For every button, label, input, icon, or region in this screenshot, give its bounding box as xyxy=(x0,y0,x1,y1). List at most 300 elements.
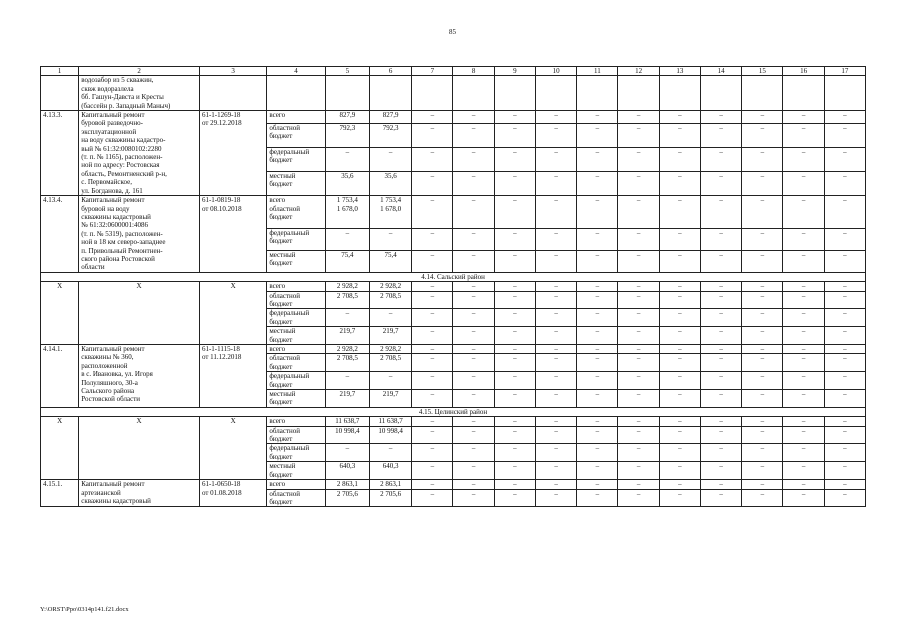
dash-cell: – xyxy=(659,462,700,480)
dash-cell: – xyxy=(535,444,576,462)
dash-cell: – xyxy=(824,111,865,124)
column-number: 13 xyxy=(659,67,700,76)
dash-cell: – xyxy=(824,354,865,372)
dash-cell: – xyxy=(494,354,535,372)
dash-cell: – xyxy=(412,196,453,228)
value-cell: – xyxy=(369,147,411,171)
dash-cell: – xyxy=(412,111,453,124)
dash-cell: – xyxy=(700,426,741,444)
value-cell: – xyxy=(325,228,369,250)
dash-cell: – xyxy=(742,196,783,228)
dash-cell: – xyxy=(494,123,535,147)
budget-table xyxy=(40,66,866,507)
dash-cell: – xyxy=(659,390,700,408)
dash-cell: – xyxy=(659,327,700,345)
table-row xyxy=(41,196,866,228)
value-cell: 827,9 xyxy=(325,111,369,124)
dash-cell: – xyxy=(494,327,535,345)
dash-cell: – xyxy=(700,123,741,147)
fund-source-cell: областной бюджет xyxy=(267,123,325,147)
code-cell xyxy=(41,76,79,111)
dash-cell: – xyxy=(742,147,783,171)
value-cell: 2 705,6 xyxy=(369,489,411,507)
dash-cell: – xyxy=(577,250,618,272)
dash-cell: – xyxy=(494,417,535,426)
empty-cell xyxy=(267,76,325,111)
dash-cell: – xyxy=(535,489,576,507)
dash-cell: – xyxy=(700,196,741,228)
dash-cell: – xyxy=(494,147,535,171)
table-row xyxy=(41,345,866,354)
dash-cell: – xyxy=(824,444,865,462)
dash-cell: – xyxy=(412,171,453,195)
dash-cell: – xyxy=(700,309,741,327)
dash-cell: – xyxy=(453,282,494,291)
object-cell: Капитальный ремонт артезианской скважины кадастровый xyxy=(79,480,200,507)
code-cell: 4.15.1. xyxy=(41,480,79,507)
empty-cell xyxy=(412,76,453,111)
fund-source-cell: местный бюджет xyxy=(267,250,325,272)
dash-cell: – xyxy=(453,345,494,354)
fund-source-cell: областной бюджет xyxy=(267,489,325,507)
dash-cell: – xyxy=(412,291,453,309)
dash-cell: – xyxy=(535,228,576,250)
code-cell: 4.14.1. xyxy=(41,345,79,408)
empty-cell xyxy=(618,76,659,111)
value-cell: 640,3 xyxy=(325,462,369,480)
dash-cell: – xyxy=(453,111,494,124)
column-number: 6 xyxy=(369,67,411,76)
dash-cell: – xyxy=(412,426,453,444)
dash-cell: – xyxy=(535,171,576,195)
page-number: 85 xyxy=(449,28,456,36)
dash-cell: – xyxy=(618,123,659,147)
dash-cell: – xyxy=(535,147,576,171)
dash-cell: – xyxy=(742,417,783,426)
dash-cell: – xyxy=(412,489,453,507)
value-cell: 1 753,4 1 678,0 xyxy=(325,196,369,228)
dash-cell: – xyxy=(824,345,865,354)
dash-cell: – xyxy=(659,111,700,124)
dash-cell: – xyxy=(535,345,576,354)
value-cell: 2 928,2 xyxy=(369,282,411,291)
dash-cell: – xyxy=(659,147,700,171)
value-cell: 75,4 xyxy=(369,250,411,272)
dash-cell: – xyxy=(618,250,659,272)
dash-cell: – xyxy=(535,309,576,327)
fund-source-cell: местный бюджет xyxy=(267,171,325,195)
dash-cell: – xyxy=(700,111,741,124)
column-number: 14 xyxy=(700,67,741,76)
dash-cell: – xyxy=(700,354,741,372)
value-cell: 35,6 xyxy=(325,171,369,195)
dash-cell: – xyxy=(700,372,741,390)
dash-cell: – xyxy=(783,372,824,390)
dash-cell: – xyxy=(783,390,824,408)
empty-cell xyxy=(783,76,824,111)
dash-cell: – xyxy=(742,489,783,507)
dash-cell: – xyxy=(535,111,576,124)
dash-cell: – xyxy=(577,123,618,147)
section-title-row xyxy=(41,407,866,416)
dash-cell: – xyxy=(577,462,618,480)
empty-cell xyxy=(535,76,576,111)
value-cell: 219,7 xyxy=(325,327,369,345)
column-number: 2 xyxy=(79,67,200,76)
empty-cell xyxy=(700,76,741,111)
dash-cell: – xyxy=(783,111,824,124)
section-title: 4.15. Целинский район xyxy=(41,407,866,416)
value-cell: 2 708,5 xyxy=(369,354,411,372)
dash-cell: – xyxy=(783,171,824,195)
column-number: 12 xyxy=(618,67,659,76)
dash-cell: – xyxy=(659,345,700,354)
dash-cell: – xyxy=(577,372,618,390)
dash-cell: – xyxy=(700,250,741,272)
dash-cell: – xyxy=(412,444,453,462)
dash-cell: – xyxy=(577,417,618,426)
fund-source-cell: федеральный бюджет xyxy=(267,444,325,462)
dash-cell: – xyxy=(700,327,741,345)
dash-cell: – xyxy=(494,111,535,124)
dash-cell: – xyxy=(659,228,700,250)
dash-cell: – xyxy=(494,309,535,327)
dash-cell: – xyxy=(824,462,865,480)
code-cell: 4.13.4. xyxy=(41,196,79,273)
dash-cell: – xyxy=(783,327,824,345)
dash-cell: – xyxy=(783,291,824,309)
empty-cell xyxy=(577,76,618,111)
code-cell: X xyxy=(41,417,79,480)
dash-cell: – xyxy=(824,147,865,171)
dash-cell: – xyxy=(577,327,618,345)
dash-cell: – xyxy=(824,228,865,250)
code-cell: X xyxy=(41,282,79,345)
dash-cell: – xyxy=(494,228,535,250)
value-cell: – xyxy=(369,444,411,462)
empty-cell xyxy=(325,76,369,111)
dash-cell: – xyxy=(742,354,783,372)
dash-cell: – xyxy=(742,480,783,489)
dash-cell: – xyxy=(412,147,453,171)
dash-cell: – xyxy=(453,291,494,309)
dash-cell: – xyxy=(494,345,535,354)
value-cell: 2 863,1 xyxy=(369,480,411,489)
object-cell: водозабор из 5 скважин, сквж водоразлела бб. Гашун-Давста и Кресты (бассейн р. Западный Маныч) xyxy=(79,76,200,111)
dash-cell: – xyxy=(742,250,783,272)
dash-cell: – xyxy=(700,228,741,250)
dash-cell: – xyxy=(618,282,659,291)
value-cell: 75,4 xyxy=(325,250,369,272)
dash-cell: – xyxy=(783,426,824,444)
dash-cell: – xyxy=(535,123,576,147)
dash-cell: – xyxy=(742,171,783,195)
empty-cell xyxy=(453,76,494,111)
dash-cell: – xyxy=(618,291,659,309)
dash-cell: – xyxy=(659,196,700,228)
code-cell: 4.13.3. xyxy=(41,111,79,196)
dash-cell: – xyxy=(577,111,618,124)
object-cell: Капитальный ремонт буровой разведочно- эксплуатационной на воду скважины кадастро- вый № 61:32:0080102:2280 (т. п. № 1165), расположен- ной по адресу: Ростовская область, Ремонтненский р-н, с. Первомайское, ул. Богданова, д. 161 xyxy=(79,111,200,196)
dash-cell: – xyxy=(535,250,576,272)
dash-cell: – xyxy=(494,250,535,272)
fund-source-cell: областной бюджет xyxy=(267,426,325,444)
fund-source-cell: всего xyxy=(267,417,325,426)
dash-cell: – xyxy=(577,444,618,462)
dash-cell: – xyxy=(700,489,741,507)
fund-source-cell: всего xyxy=(267,111,325,124)
dash-cell: – xyxy=(535,426,576,444)
dash-cell: – xyxy=(453,390,494,408)
column-number: 7 xyxy=(412,67,453,76)
dash-cell: – xyxy=(742,462,783,480)
continuation-row xyxy=(41,76,866,111)
dash-cell: – xyxy=(453,426,494,444)
value-cell: 2 928,2 xyxy=(325,282,369,291)
fund-source-cell: местный бюджет xyxy=(267,390,325,408)
dash-cell: – xyxy=(659,444,700,462)
dash-cell: – xyxy=(659,354,700,372)
dash-cell: – xyxy=(783,345,824,354)
dash-cell: – xyxy=(659,282,700,291)
dash-cell: – xyxy=(659,489,700,507)
empty-cell xyxy=(199,76,266,111)
dash-cell: – xyxy=(824,390,865,408)
dash-cell: – xyxy=(700,282,741,291)
dash-cell: – xyxy=(577,489,618,507)
object-cell: X xyxy=(79,282,200,345)
dash-cell: – xyxy=(494,282,535,291)
value-cell: 2 705,6 xyxy=(325,489,369,507)
dash-cell: – xyxy=(783,489,824,507)
dash-cell: – xyxy=(700,480,741,489)
dash-cell: – xyxy=(618,111,659,124)
empty-cell xyxy=(494,76,535,111)
dash-cell: – xyxy=(412,372,453,390)
column-number: 1 xyxy=(41,67,79,76)
dash-cell: – xyxy=(618,354,659,372)
empty-cell xyxy=(824,76,865,111)
object-cell: Капитальный ремонт буровой на воду скважины кадастровый № 61:32:0600001:4086 (т. п. № 5319), расположен- ной в 18 км северо-западнее п. Привольный Ремонтнен- ского района Ростовской области xyxy=(79,196,200,273)
value-cell: 35,6 xyxy=(369,171,411,195)
dash-cell: – xyxy=(453,417,494,426)
dash-cell: – xyxy=(577,426,618,444)
dash-cell: – xyxy=(618,480,659,489)
dash-cell: – xyxy=(494,462,535,480)
dash-cell: – xyxy=(700,462,741,480)
dash-cell: – xyxy=(824,123,865,147)
dash-cell: – xyxy=(742,282,783,291)
dash-cell: – xyxy=(577,196,618,228)
dash-cell: – xyxy=(535,417,576,426)
object-cell: X xyxy=(79,417,200,480)
dash-cell: – xyxy=(618,390,659,408)
column-number: 10 xyxy=(535,67,576,76)
dash-cell: – xyxy=(659,480,700,489)
dash-cell: – xyxy=(618,417,659,426)
dash-cell: – xyxy=(494,372,535,390)
dash-cell: – xyxy=(824,171,865,195)
dash-cell: – xyxy=(577,147,618,171)
dash-cell: – xyxy=(618,171,659,195)
fund-source-cell: федеральный бюджет xyxy=(267,228,325,250)
dash-cell: – xyxy=(742,390,783,408)
dash-cell: – xyxy=(700,390,741,408)
dash-cell: – xyxy=(783,309,824,327)
dash-cell: – xyxy=(618,147,659,171)
dash-cell: – xyxy=(412,123,453,147)
dash-cell: – xyxy=(618,372,659,390)
dash-cell: – xyxy=(700,444,741,462)
column-number: 11 xyxy=(577,67,618,76)
dash-cell: – xyxy=(824,327,865,345)
dash-cell: – xyxy=(783,462,824,480)
dash-cell: – xyxy=(453,123,494,147)
empty-cell xyxy=(659,76,700,111)
dash-cell: – xyxy=(618,345,659,354)
fund-source-cell: всего областной бюджет xyxy=(267,196,325,228)
dash-cell: – xyxy=(618,444,659,462)
dash-cell: – xyxy=(659,250,700,272)
dash-cell: – xyxy=(618,309,659,327)
dash-cell: – xyxy=(577,390,618,408)
document-cell: 61-1-1115-18 от 11.12.2018 xyxy=(199,345,266,408)
value-cell: 11 638,7 xyxy=(369,417,411,426)
dash-cell: – xyxy=(824,489,865,507)
dash-cell: – xyxy=(412,417,453,426)
dash-cell: – xyxy=(618,327,659,345)
value-cell: 10 998,4 xyxy=(369,426,411,444)
fund-source-cell: федеральный бюджет xyxy=(267,147,325,171)
footer-file-path: Y:\ORST\Ppo\0314p141.f21.docx xyxy=(40,606,129,613)
dash-cell: – xyxy=(659,372,700,390)
dash-cell: – xyxy=(494,291,535,309)
value-cell: 2 863,1 xyxy=(325,480,369,489)
column-number: 16 xyxy=(783,67,824,76)
section-title: 4.14. Сальский район xyxy=(41,272,866,281)
dash-cell: – xyxy=(659,123,700,147)
dash-cell: – xyxy=(453,372,494,390)
value-cell: – xyxy=(369,228,411,250)
value-cell: – xyxy=(325,372,369,390)
dash-cell: – xyxy=(412,250,453,272)
dash-cell: – xyxy=(577,228,618,250)
header-row xyxy=(41,67,866,76)
fund-source-cell: местный бюджет xyxy=(267,327,325,345)
dash-cell: – xyxy=(824,480,865,489)
dash-cell: – xyxy=(618,228,659,250)
dash-cell: – xyxy=(412,327,453,345)
dash-cell: – xyxy=(824,309,865,327)
dash-cell: – xyxy=(783,480,824,489)
column-number: 17 xyxy=(824,67,865,76)
dash-cell: – xyxy=(783,123,824,147)
empty-cell xyxy=(369,76,411,111)
dash-cell: – xyxy=(618,462,659,480)
value-cell: 2 708,5 xyxy=(369,291,411,309)
dash-cell: – xyxy=(412,345,453,354)
empty-cell xyxy=(742,76,783,111)
dash-cell: – xyxy=(783,417,824,426)
dash-cell: – xyxy=(577,291,618,309)
value-cell: 11 638,7 xyxy=(325,417,369,426)
dash-cell: – xyxy=(535,291,576,309)
column-number: 15 xyxy=(742,67,783,76)
dash-cell: – xyxy=(535,196,576,228)
dash-cell: – xyxy=(412,309,453,327)
dash-cell: – xyxy=(742,444,783,462)
dash-cell: – xyxy=(453,196,494,228)
table-row xyxy=(41,282,866,291)
dash-cell: – xyxy=(535,282,576,291)
dash-cell: – xyxy=(824,196,865,228)
value-cell: 2 708,5 xyxy=(325,354,369,372)
value-cell: 219,7 xyxy=(325,390,369,408)
table-row xyxy=(41,417,866,426)
table-row xyxy=(41,111,866,124)
dash-cell: – xyxy=(783,228,824,250)
value-cell: 2 928,2 xyxy=(325,345,369,354)
value-cell: 2 708,5 xyxy=(325,291,369,309)
dash-cell: – xyxy=(742,372,783,390)
column-number: 8 xyxy=(453,67,494,76)
table-body xyxy=(41,67,866,507)
fund-source-cell: всего xyxy=(267,282,325,291)
dash-cell: – xyxy=(577,480,618,489)
column-number: 5 xyxy=(325,67,369,76)
dash-cell: – xyxy=(412,462,453,480)
dash-cell: – xyxy=(742,426,783,444)
dash-cell: – xyxy=(453,354,494,372)
dash-cell: – xyxy=(618,489,659,507)
value-cell: – xyxy=(369,372,411,390)
dash-cell: – xyxy=(824,282,865,291)
value-cell: – xyxy=(325,147,369,171)
dash-cell: – xyxy=(742,228,783,250)
dash-cell: – xyxy=(535,390,576,408)
value-cell: – xyxy=(325,444,369,462)
value-cell: – xyxy=(369,309,411,327)
dash-cell: – xyxy=(453,327,494,345)
dash-cell: – xyxy=(700,147,741,171)
dash-cell: – xyxy=(783,444,824,462)
dash-cell: – xyxy=(742,123,783,147)
dash-cell: – xyxy=(535,480,576,489)
dash-cell: – xyxy=(783,250,824,272)
dash-cell: – xyxy=(535,354,576,372)
dash-cell: – xyxy=(824,426,865,444)
column-number: 9 xyxy=(494,67,535,76)
fund-source-cell: всего xyxy=(267,480,325,489)
column-number: 3 xyxy=(199,67,266,76)
dash-cell: – xyxy=(659,426,700,444)
dash-cell: – xyxy=(453,171,494,195)
document-cell: 61-1-0819-18 от 08.10.2018 xyxy=(199,196,266,273)
dash-cell: – xyxy=(412,228,453,250)
dash-cell: – xyxy=(742,345,783,354)
dash-cell: – xyxy=(453,489,494,507)
dash-cell: – xyxy=(700,171,741,195)
dash-cell: – xyxy=(453,228,494,250)
dash-cell: – xyxy=(659,291,700,309)
dash-cell: – xyxy=(577,345,618,354)
dash-cell: – xyxy=(453,480,494,489)
value-cell: 219,7 xyxy=(369,390,411,408)
dash-cell: – xyxy=(824,417,865,426)
value-cell: 1 753,4 1 678,0 xyxy=(369,196,411,228)
value-cell: 10 998,4 xyxy=(325,426,369,444)
column-number: 4 xyxy=(267,67,325,76)
